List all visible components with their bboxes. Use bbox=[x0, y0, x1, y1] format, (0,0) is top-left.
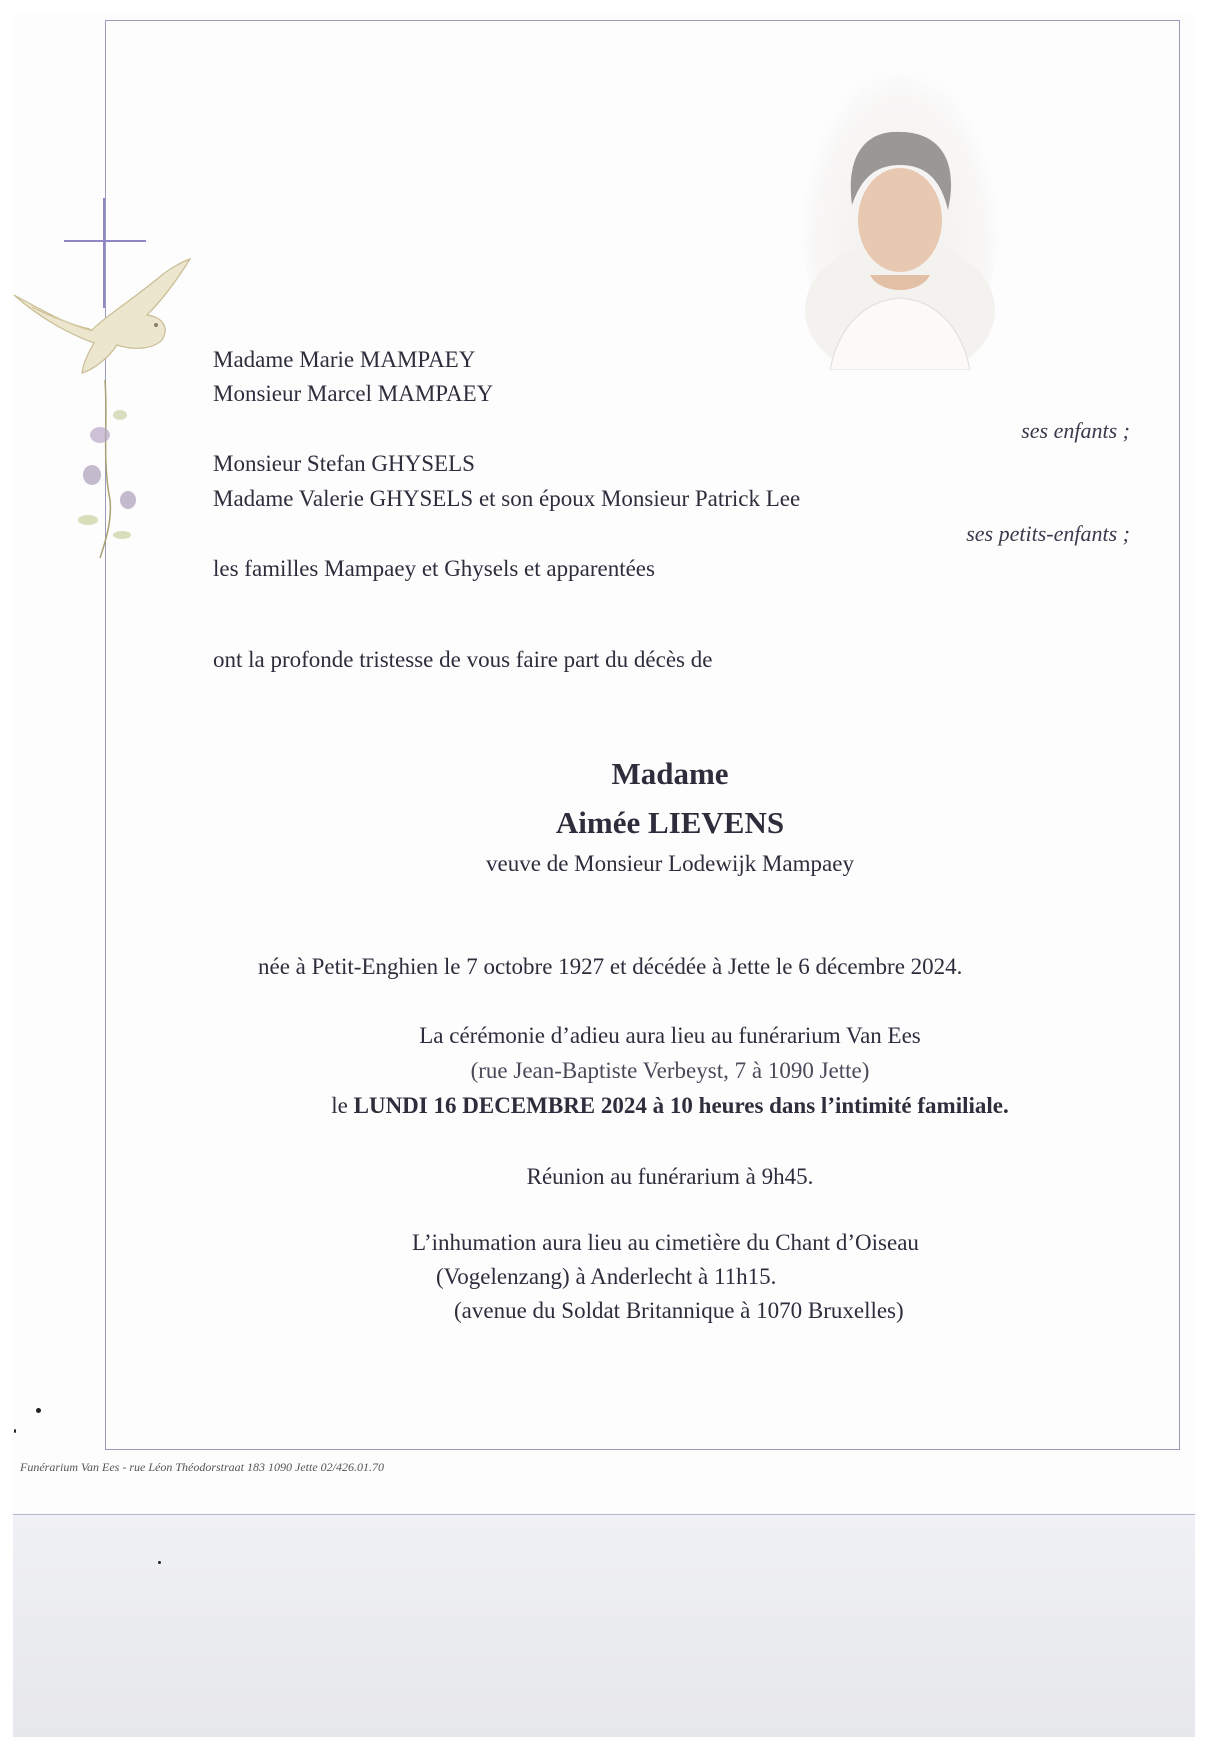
child-name-2: Monsieur Marcel MAMPAEY bbox=[213, 381, 494, 406]
flower-stem-icon bbox=[70, 380, 150, 560]
grandchildren-label: ses petits-enfants ; bbox=[966, 521, 1130, 546]
ceremony-date: LUNDI 16 DECEMBRE 2024 à 10 heures dans l’intimité familiale. bbox=[353, 1093, 1009, 1118]
dove-icon bbox=[12, 255, 192, 385]
burial-line-1: L’inhumation aura lieu au cimetière du Chant d’Oiseau bbox=[412, 1230, 919, 1255]
ceremony-date-line bbox=[200, 1092, 1140, 1120]
birth-death-dates: née à Petit-Enghien le 7 octobre 1927 et décédée à Jette le 6 décembre 2024. bbox=[258, 954, 963, 979]
frame-top bbox=[106, 20, 1180, 21]
ceremony-address: (rue Jean-Baptiste Verbeyst, 7 à 1090 Jette) bbox=[470, 1058, 870, 1083]
grandchild-name-2: Madame Valerie GHYSELS et son époux Monsieur Patrick Lee bbox=[213, 486, 801, 511]
deceased-name: Aimée LIEVENS bbox=[555, 805, 785, 840]
scan-margin bbox=[13, 1514, 1195, 1737]
funeral-home-footer: Funérarium Van Ees - rue Léon Théodorstraat 183 1090 Jette 02/426.01.70 bbox=[20, 1460, 384, 1474]
children-label: ses enfants ; bbox=[1021, 418, 1130, 443]
scan-speck bbox=[36, 1408, 41, 1413]
cross-icon-bar bbox=[64, 240, 146, 242]
deceased-title: Madame bbox=[611, 756, 729, 791]
frame-right bbox=[1179, 20, 1180, 1450]
scan-speck bbox=[158, 1561, 161, 1564]
frame-left bbox=[105, 20, 106, 1450]
grandchild-name-1: Monsieur Stefan GHYSELS bbox=[213, 451, 475, 476]
portrait-photo bbox=[800, 70, 1000, 370]
burial-line-3: (avenue du Soldat Britannique à 1070 Bruxelles) bbox=[454, 1298, 904, 1323]
ceremony-date-prefix: le bbox=[331, 1093, 354, 1118]
meeting-time: Réunion au funérarium à 9h45. bbox=[526, 1164, 814, 1189]
extended-families: les familles Mampaey et Ghysels et apparentées bbox=[213, 556, 655, 581]
child-name-1: Madame Marie MAMPAEY bbox=[213, 347, 476, 372]
ceremony-line-1: La cérémonie d’adieu aura lieu au funérarium Van Ees bbox=[419, 1023, 921, 1048]
announcement-text: ont la profonde tristesse de vous faire part du décès de bbox=[213, 647, 713, 672]
widow-of: veuve de Monsieur Lodewijk Mampaey bbox=[486, 851, 854, 876]
burial-line-2: (Vogelenzang) à Anderlecht à 11h15. bbox=[436, 1264, 777, 1289]
scan-speck bbox=[14, 1429, 16, 1433]
frame-bottom bbox=[105, 1449, 1180, 1450]
